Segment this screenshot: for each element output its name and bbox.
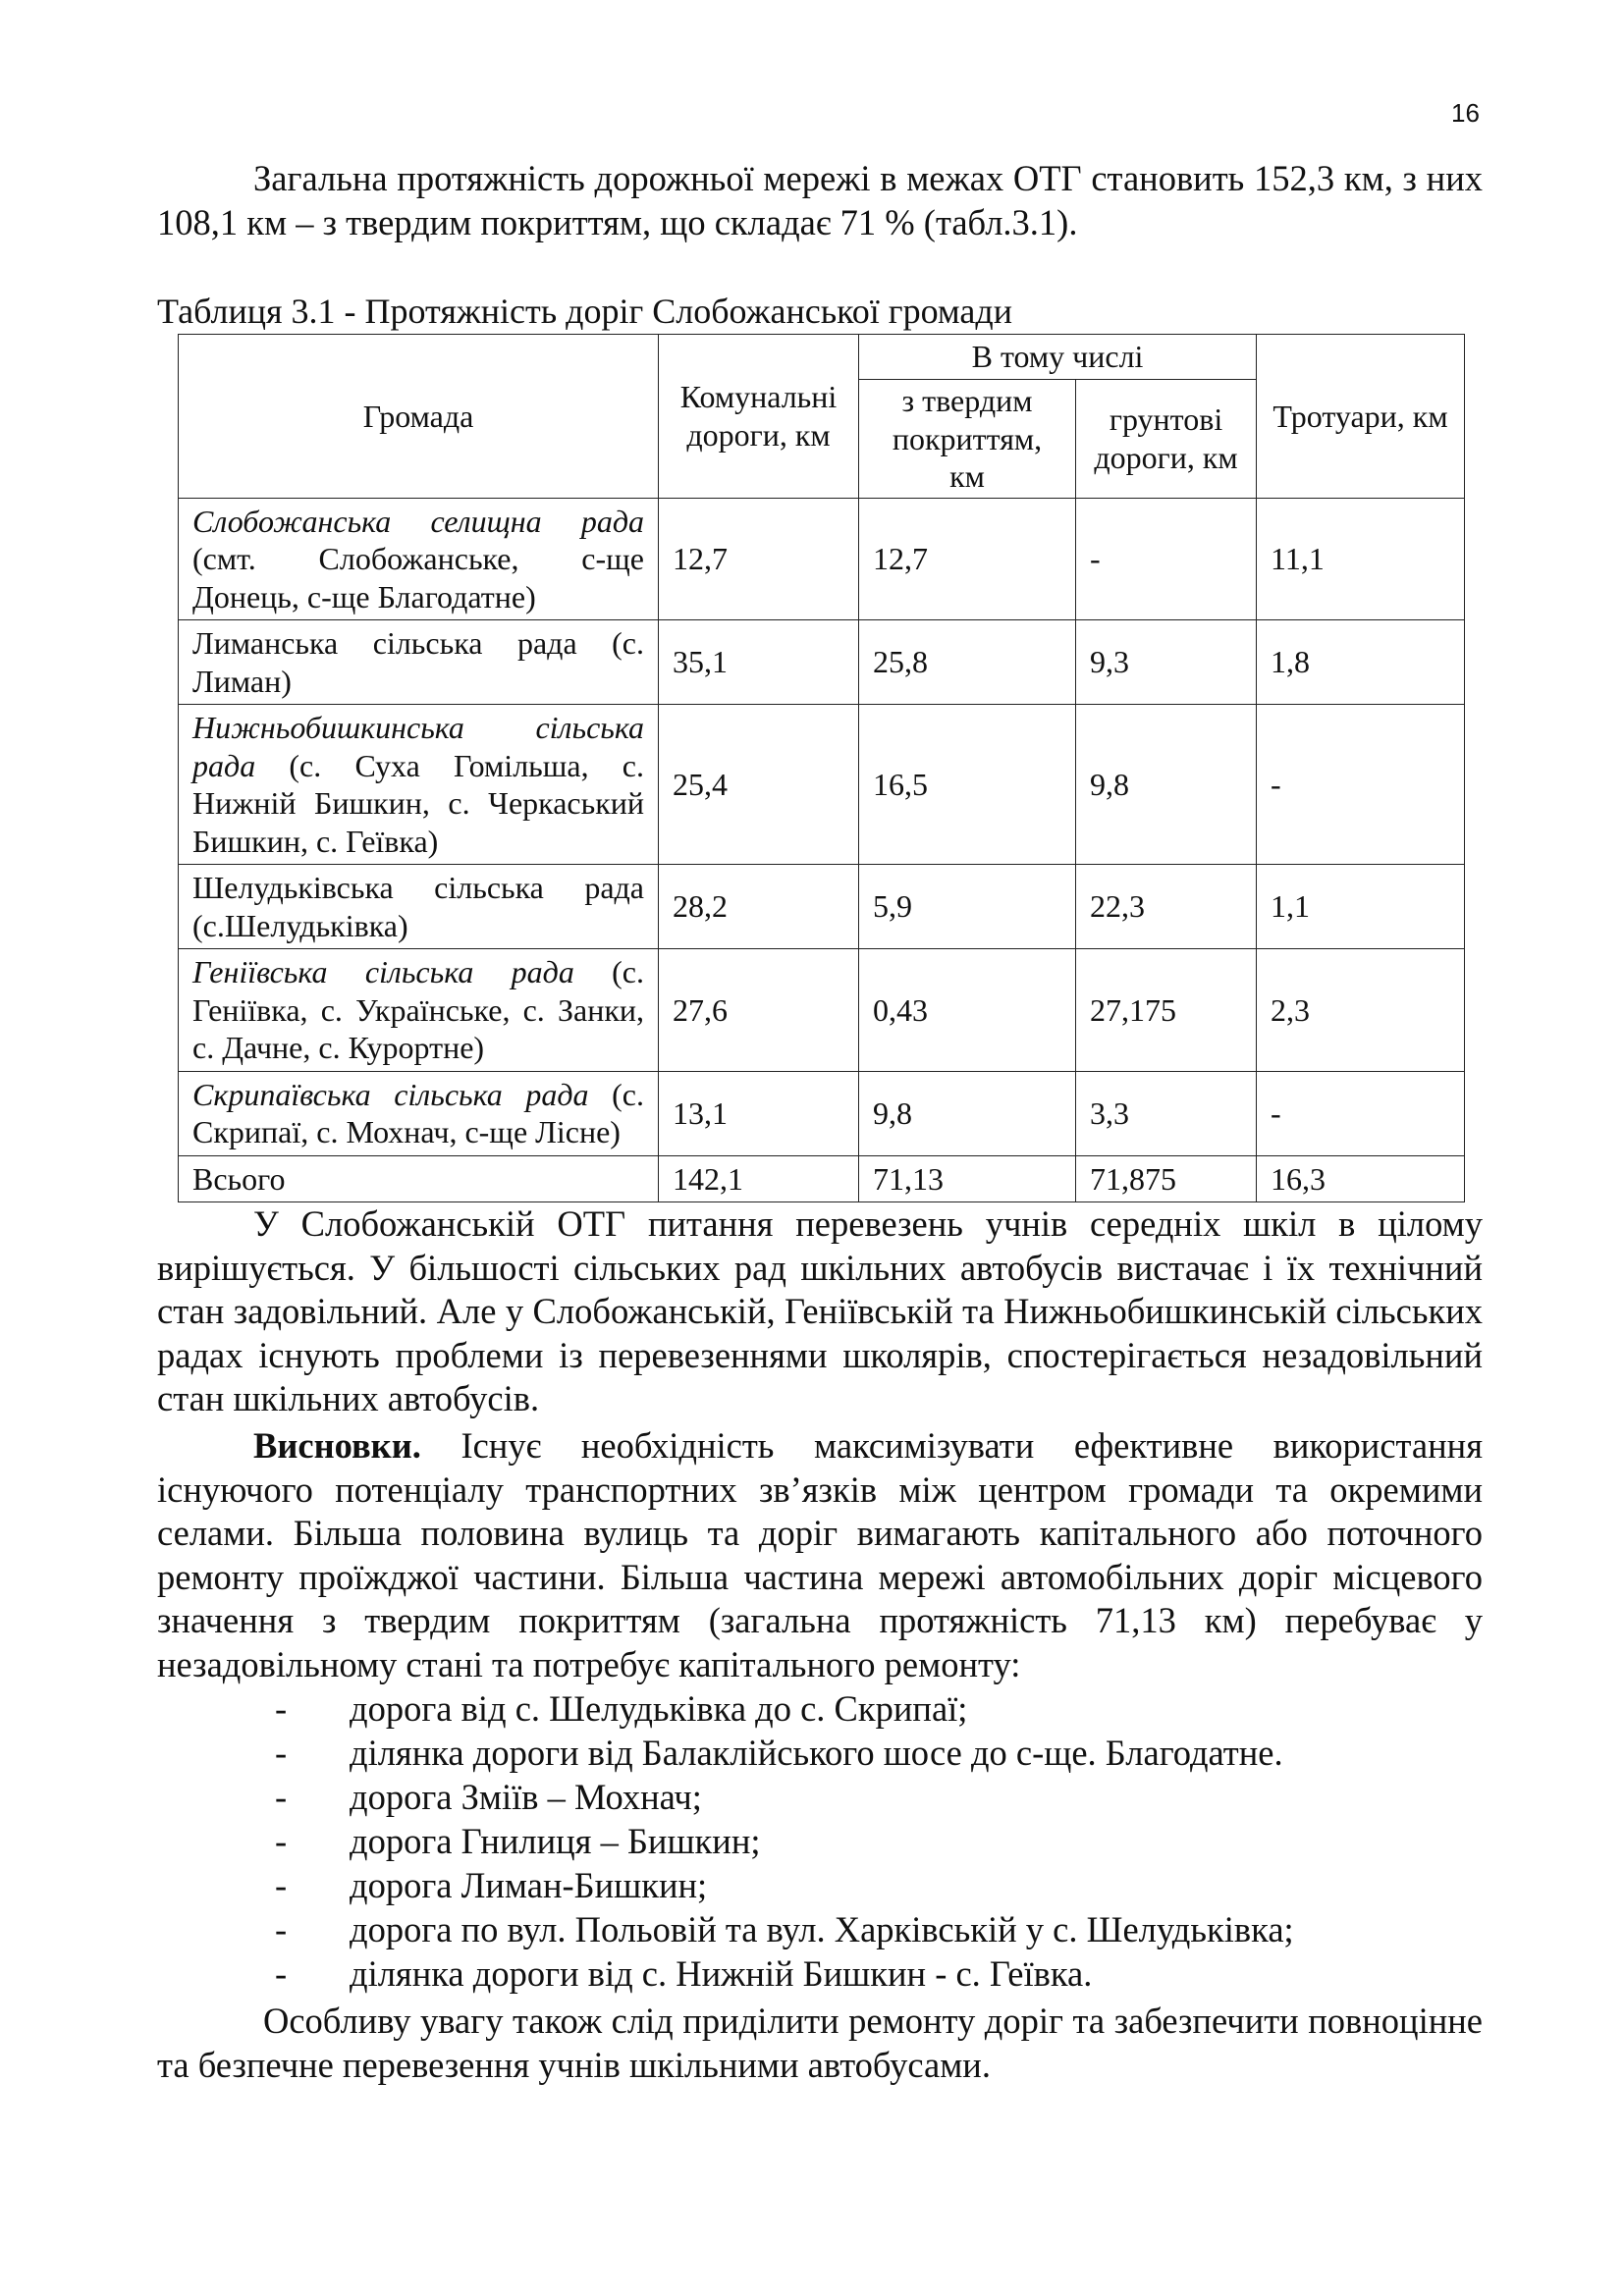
cell-sidewalks: 1,8 [1257,620,1465,705]
list-item-text: дорога Лиман-Бишкин; [350,1865,708,1905]
community-name-italic: Геніївська сільська рада [192,954,574,989]
list-item-text: ділянка дороги від с. Нижній Бишкин - с. Геївка. [350,1953,1093,1994]
list-item-text: ділянка дороги від Балаклійського шосе до с-ще. Благодатне. [350,1733,1283,1773]
list-dash: - [275,1865,288,1905]
cell-dirt: 27,175 [1076,949,1257,1072]
header-community: Громада [179,335,659,499]
list-dash: - [275,1688,288,1729]
cell-communal: 28,2 [659,865,859,949]
list-item [0,1686,1294,1731]
list-item-text: дорога Зміїв – Мохнач; [350,1777,702,1817]
cell-hard: 25,8 [859,620,1076,705]
community-name [179,949,659,1072]
cell-hard: 5,9 [859,865,1076,949]
list-item [0,1819,1294,1863]
list-item [0,1775,1294,1819]
conclusions-text: Існує необхідність максимізувати ефективне використання існуючого потенціалу транспортних зв’язків між центром громади та окремими селами. Більша половина вулиць та доріг вимагають капітального або поточного ремонту проїжджої частини. Більша частина мережі автомобільних доріг місцевого значення з твердим покриттям (загальна протяжність 71,13 км) перебуває у незадовільному стані та потребує капітального ремонту: [157,1425,1483,1684]
list-dash: - [275,1953,288,1994]
total-hard: 71,13 [859,1155,1076,1202]
cell-communal: 27,6 [659,949,859,1072]
community-name-italic: Слобожанська селищна рада [192,503,644,539]
community-name-italic: Скрипаївська сільська рада [192,1076,589,1112]
list-item [0,1731,1294,1775]
table-row [179,865,1465,949]
total-communal: 142,1 [659,1155,859,1202]
list-item-text: дорога Гнилиця – Бишкин; [350,1821,761,1861]
final-paragraph: Особливу увагу також слід приділити ремонту доріг та забезпечити повноцінне та безпечне перевезення учнів шкільними автобусами. [157,2001,1483,2085]
cell-hard: 0,43 [859,949,1076,1072]
cell-sidewalks: 2,3 [1257,949,1465,1072]
community-name-rest: Шелудьківська сільська рада (с.Шелудьківка) [192,870,644,943]
header-dirt-roads: грунтові дороги, км [1076,380,1257,499]
page-number: 16 [1451,98,1480,128]
community-name-rest: Лиманська сільська рада (с. Лиман) [192,625,644,699]
cell-hard: 16,5 [859,705,1076,865]
community-name-italic: Нижньобишкинська сільська рада [192,710,644,783]
cell-hard: 9,8 [859,1071,1076,1155]
cell-sidewalks: 1,1 [1257,865,1465,949]
header-hard-surface: з твердим покриттям, км [859,380,1076,499]
cell-dirt: 9,8 [1076,705,1257,865]
header-including: В тому числі [859,335,1257,380]
header-communal-roads: Комунальні дороги, км [659,335,859,499]
list-item-text: дорога від с. Шелудьківка до с. Скрипаї; [350,1688,968,1729]
community-name [179,865,659,949]
cell-communal: 13,1 [659,1071,859,1155]
list-item-text: дорога по вул. Польовій та вул. Харківській у с. Шелудьківка; [350,1909,1294,1949]
cell-communal: 12,7 [659,498,859,620]
total-label: Всього [179,1155,659,1202]
roads-table [178,334,1465,1202]
table-row [179,949,1465,1072]
cell-communal: 25,4 [659,705,859,865]
cell-dirt: 9,3 [1076,620,1257,705]
table-row [179,705,1465,865]
transport-paragraph: У Слобожанській ОТГ питання перевезень учнів середніх шкіл в цілому вирішується. У більшості сільських рад шкільних автобусів вистачає і їх технічний стан задовільний. Але у Слобожанській, Геніївській та Нижньобишкинській сільських радах існують проблеми із перевезеннями школярів, спостерігається незадовільний стан шкільних автобусів. [157,1203,1483,1418]
community-name [179,705,659,865]
cell-sidewalks: - [1257,1071,1465,1155]
community-name-rest: (с. Скрипаї, с. Мохнач, с-ще Лісне) [192,1076,645,1149]
list-dash: - [275,1777,288,1817]
list-dash: - [275,1733,288,1773]
total-dirt: 71,875 [1076,1155,1257,1202]
cell-dirt: 3,3 [1076,1071,1257,1155]
cell-dirt: - [1076,498,1257,620]
community-name-rest: (с. Суха Гомільша, с. Нижній Бишкин, с. Черкаський Бишкин, с. Геївка) [192,747,644,859]
table-row [179,620,1465,705]
list-item [0,1951,1294,1996]
table-caption: Таблиця 3.1 - Протяжність доріг Слобожанської громади [157,292,1012,331]
table-row [179,1071,1465,1155]
community-name [179,1071,659,1155]
conclusions-label: Висновки. [253,1425,421,1466]
total-sidewalks: 16,3 [1257,1155,1465,1202]
intro-paragraph: Загальна протяжність дорожньої мережі в межах ОТГ становить 152,3 км, з них 108,1 км – з твердим покриттям, що складає 71 % (табл.3.1). [157,158,1483,242]
table-total-row [179,1155,1465,1202]
list-item [0,1907,1294,1951]
list-dash: - [275,1909,288,1949]
conclusions-paragraph [157,1424,1483,1686]
repair-list [0,1686,1294,1996]
cell-hard: 12,7 [859,498,1076,620]
table-row [179,498,1465,620]
community-name-rest: (смт. Слобожанське, с-ще Донець, с-ще Благодатне) [192,541,644,614]
cell-sidewalks: - [1257,705,1465,865]
list-dash: - [275,1821,288,1861]
community-name [179,498,659,620]
cell-sidewalks: 11,1 [1257,498,1465,620]
cell-dirt: 22,3 [1076,865,1257,949]
list-item [0,1863,1294,1907]
community-name-rest: (с. Геніївка, с. Українське, с. Занки, с. Дачне, с. Курортне) [192,954,644,1065]
header-sidewalks: Тротуари, км [1257,335,1465,499]
cell-communal: 35,1 [659,620,859,705]
community-name [179,620,659,705]
